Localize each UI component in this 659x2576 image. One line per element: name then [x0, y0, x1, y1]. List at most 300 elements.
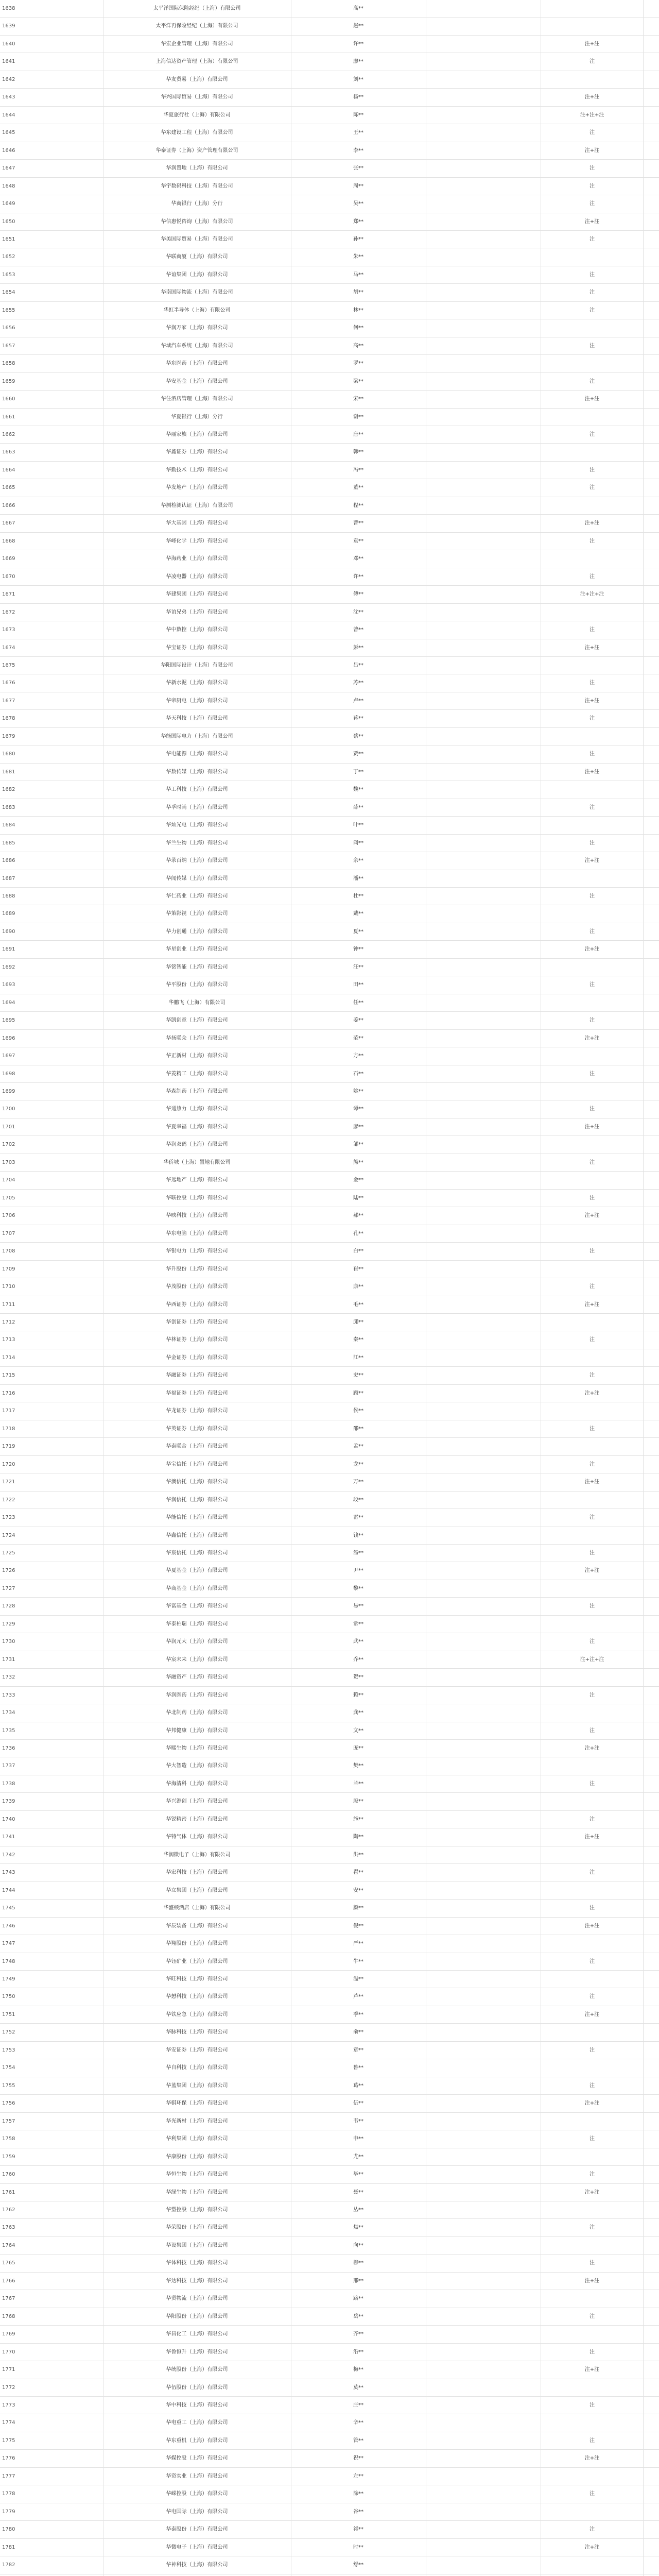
note-cell: 注: [589, 1816, 595, 1822]
table-row: [0, 373, 659, 391]
table-row: [0, 266, 659, 284]
note-cell: 注: [589, 201, 595, 207]
row-id: 1711: [2, 1301, 15, 1308]
table-row: [0, 0, 659, 18]
company-name: [103, 2574, 291, 2576]
contact-person: 曹**: [353, 520, 363, 527]
table-row: [0, 1225, 659, 1243]
company-name: 华泰股份（上海）有限公司: [166, 2527, 228, 2533]
contact-person: 黎**: [353, 1585, 363, 1591]
row-id: 1693: [2, 982, 15, 988]
row-id: 1705: [2, 1195, 15, 1201]
note-cell: 注: [589, 307, 595, 313]
row-id: 1777: [2, 2473, 15, 2479]
note-cell: 注: [589, 1870, 595, 1876]
note-cell: 注: [589, 1905, 595, 1911]
row-id: 1780: [2, 2527, 15, 2533]
row-id: 1696: [2, 1035, 15, 1041]
table-row: [0, 36, 659, 53]
note-cell: [541, 2059, 644, 2077]
note-cell: 注: [589, 1781, 595, 1787]
table-row: [0, 1882, 659, 1900]
row-id: 1722: [2, 1497, 15, 1503]
contact-person: 莫**: [353, 2384, 363, 2391]
row-id: 1639: [2, 23, 15, 29]
row-id: 1659: [2, 378, 15, 384]
table-row: [0, 2574, 659, 2576]
company-name: 华发地产（上海）有限公司: [166, 485, 228, 491]
note-cell: 注+注: [584, 520, 600, 527]
company-name: 华中数控（上海）有限公司: [166, 627, 228, 633]
table-row: [0, 178, 659, 195]
row-id: 1643: [2, 94, 15, 100]
note-cell: 注: [589, 2172, 595, 2178]
table-row: [0, 1385, 659, 1402]
company-name: 华润万家（上海）有限公司: [166, 325, 228, 331]
row-id: 1765: [2, 2260, 15, 2266]
row-id: 1706: [2, 1213, 15, 1219]
contact-person: 涂**: [353, 2491, 363, 2497]
contact-person: 戴**: [353, 911, 363, 917]
company-name: 华侨城（上海）置地有限公司: [163, 1159, 231, 1165]
note-cell: [541, 1492, 644, 1509]
company-name: 华信惠悦咨询（上海）有限公司: [161, 218, 233, 225]
note-cell: [541, 994, 644, 1012]
table-row: [0, 639, 659, 657]
company-name: 华钰矿业（上海）有限公司: [166, 1958, 228, 1964]
table-row: [0, 1598, 659, 1615]
note-cell: 注: [589, 290, 595, 296]
contact-person: 李**: [353, 147, 363, 154]
row-id: 1718: [2, 1426, 15, 1432]
note-cell: 注+注: [584, 1301, 600, 1308]
note-cell: [541, 1669, 644, 1686]
row-id: 1692: [2, 964, 15, 970]
row-id: 1720: [2, 1461, 15, 1467]
company-name: 华龙证券（上海）有限公司: [166, 1408, 228, 1414]
company-name: 华帝厨电（上海）有限公司: [166, 698, 228, 704]
company-name: 华安基金（上海）有限公司: [166, 378, 228, 384]
contact-person: 翟**: [353, 1870, 363, 1876]
contact-person: 吴**: [353, 201, 363, 207]
table-row: [0, 817, 659, 834]
row-id: 1746: [2, 1923, 15, 1929]
company-name: 华媒控股（上海）有限公司: [166, 2455, 228, 2462]
note-cell: [541, 355, 644, 372]
contact-person: 汪**: [353, 964, 363, 970]
note-cell: [541, 1793, 644, 1810]
row-id: 1673: [2, 627, 15, 633]
table-row: [0, 2485, 659, 2503]
row-id: 1767: [2, 2296, 15, 2302]
table-row: [0, 2414, 659, 2432]
contact-person: 董**: [353, 485, 363, 491]
company-name: 华域汽车系统（上海）有限公司: [161, 343, 233, 349]
table-row: [0, 1687, 659, 1704]
note-cell: 注: [589, 1727, 595, 1734]
contact-person: 潘**: [353, 875, 363, 882]
note-cell: [541, 2290, 644, 2308]
table-row: [0, 2219, 659, 2236]
company-name: 华东重机（上海）有限公司: [166, 2437, 228, 2444]
company-name: 华熙生物（上海）有限公司: [166, 1745, 228, 1752]
row-id: 1744: [2, 1887, 15, 1893]
company-name: 华商基金（上海）有限公司: [166, 1585, 228, 1591]
note-cell: [541, 497, 644, 515]
company-name: 华润微电子（上海）有限公司: [163, 1852, 231, 1858]
row-id: 1699: [2, 1089, 15, 1095]
company-name: 华平股份（上海）有限公司: [166, 982, 228, 988]
contact-person: 廖**: [353, 59, 363, 65]
note-cell: [541, 1261, 644, 1278]
company-name: 华金证券（上海）有限公司: [166, 1354, 228, 1361]
note-cell: 注: [589, 2491, 595, 2497]
contact-person: 路**: [353, 2296, 363, 2302]
company-name: 华东电脑（上海）有限公司: [166, 1230, 228, 1236]
table-row: [0, 2308, 659, 2326]
company-name: 华润双鹤（上海）有限公司: [166, 1142, 228, 1148]
company-name: 华宝证券（上海）有限公司: [166, 645, 228, 651]
company-name: 华银电力（上海）有限公司: [166, 1248, 228, 1255]
table-row: [0, 1900, 659, 1917]
contact-person: 侯**: [353, 1408, 363, 1414]
table-row: [0, 1545, 659, 1562]
row-id: 1741: [2, 1834, 15, 1840]
contact-person: 陶**: [353, 1834, 363, 1840]
row-id: 1748: [2, 1958, 15, 1964]
table-row: [0, 1207, 659, 1225]
row-id: 1695: [2, 1018, 15, 1024]
row-id: 1766: [2, 2278, 15, 2284]
row-id: 1690: [2, 928, 15, 935]
note-cell: 注+注: [584, 1568, 600, 1574]
contact-person: 龙**: [353, 1461, 363, 1467]
company-name: 华恒生物（上海）有限公司: [166, 2172, 228, 2178]
contact-person: 史**: [353, 1372, 363, 1379]
row-id: 1653: [2, 272, 15, 278]
contact-person: 程**: [353, 502, 363, 509]
contact-person: 向**: [353, 2242, 363, 2248]
company-name: 华远地产（上海）有限公司: [166, 1177, 228, 1183]
row-id: 1751: [2, 2011, 15, 2018]
contact-person: 安**: [353, 1887, 363, 1893]
table-row: [0, 1988, 659, 2006]
row-id: 1736: [2, 1745, 15, 1752]
row-id: 1749: [2, 1976, 15, 1982]
company-name: 华融证券（上海）有限公司: [166, 1372, 228, 1379]
row-id: 1762: [2, 2207, 15, 2213]
row-id: 1719: [2, 1444, 15, 1450]
table-row: [0, 302, 659, 319]
row-id: 1651: [2, 236, 15, 242]
table-row: [0, 1349, 659, 1367]
row-id: 1644: [2, 112, 15, 118]
contact-person: 梅**: [353, 2367, 363, 2373]
table-row: [0, 2113, 659, 2130]
contact-person: 钱**: [353, 1532, 363, 1538]
contact-person: 时**: [353, 2544, 363, 2550]
contact-person: 辛**: [353, 2420, 363, 2426]
table-row: [0, 2148, 659, 2166]
table-row: [0, 248, 659, 266]
contact-person: 尤**: [353, 2154, 363, 2160]
table-row: [0, 888, 659, 905]
contact-person: 鲁**: [353, 2065, 363, 2071]
table-row: [0, 1154, 659, 1172]
table-row: [0, 2468, 659, 2485]
row-id: 1664: [2, 467, 15, 473]
contact-person: 段**: [353, 1497, 363, 1503]
note-cell: 注: [589, 467, 595, 473]
company-name: 华住酒店管理（上海）有限公司: [161, 396, 233, 402]
table-row: [0, 2255, 659, 2272]
company-name: 华新水泥（上海）有限公司: [166, 680, 228, 686]
contact-person: 朱**: [353, 254, 363, 260]
contact-person: 申**: [353, 2136, 363, 2142]
row-id: 1727: [2, 1585, 15, 1591]
note-cell: 注+注: [584, 41, 600, 47]
row-id: 1682: [2, 787, 15, 793]
contact-person: 韦**: [353, 2118, 363, 2124]
contact-person: 秦**: [353, 1337, 363, 1343]
company-name: 华光新材（上海）有限公司: [166, 2118, 228, 2124]
contact-person: 邵**: [353, 1426, 363, 1432]
table-row: [0, 1811, 659, 1828]
note-cell: 注: [589, 432, 595, 438]
table-row: [0, 1420, 659, 1438]
row-id: 1734: [2, 1710, 15, 1716]
note-cell: 注: [589, 165, 595, 172]
row-id: 1672: [2, 609, 15, 615]
row-id: 1723: [2, 1515, 15, 1521]
note-cell: [541, 409, 644, 426]
row-id: 1667: [2, 520, 15, 527]
contact-person: 牛**: [353, 1958, 363, 1964]
note-cell: [541, 1971, 644, 1988]
table-row: [0, 53, 659, 71]
company-name: 华海清科（上海）有限公司: [166, 1781, 228, 1787]
contact-person: 谢**: [353, 414, 363, 420]
contact-person: 唐**: [353, 432, 363, 438]
table-row: [0, 799, 659, 817]
row-id: 1756: [2, 2100, 15, 2107]
row-id: 1755: [2, 2082, 15, 2089]
company-name: 华邦健康（上海）有限公司: [166, 1727, 228, 1734]
table-row: [0, 1118, 659, 1136]
contact-person: 祁**: [353, 2527, 363, 2533]
contact-person: 姚**: [353, 1089, 363, 1095]
note-cell: 注+注+注: [580, 591, 604, 598]
company-name: 华工科技（上海）有限公司: [166, 787, 228, 793]
row-id: 1769: [2, 2331, 15, 2337]
table-row: [0, 1172, 659, 1189]
note-cell: 注+注: [584, 1745, 600, 1752]
note-cell: 注+注: [584, 1834, 600, 1840]
note-cell: [541, 1438, 644, 1455]
company-name: 华兴源创（上海）有限公司: [166, 1799, 228, 1805]
contact-person: 洪**: [353, 1852, 363, 1858]
contact-person: 沿**: [353, 2349, 363, 2355]
company-name: 华夏基金（上海）有限公司: [166, 1568, 228, 1574]
table-row: [0, 2166, 659, 2183]
company-name: 华宏科技（上海）有限公司: [166, 1870, 228, 1876]
table-row: [0, 1669, 659, 1686]
note-cell: [541, 959, 644, 976]
company-name: 华兴国际贸易（上海）有限公司: [161, 94, 233, 100]
row-id: 1714: [2, 1354, 15, 1361]
contact-person: 伍**: [353, 2100, 363, 2107]
company-name: 华林证券（上海）有限公司: [166, 1337, 228, 1343]
row-id: 1677: [2, 698, 15, 704]
note-cell: 注: [589, 2047, 595, 2053]
row-id: 1731: [2, 1656, 15, 1663]
company-name: 华凌电器（上海）有限公司: [166, 573, 228, 580]
contact-person: 蒋**: [353, 716, 363, 722]
note-cell: [541, 728, 644, 745]
row-id: 1740: [2, 1816, 15, 1822]
row-id: 1730: [2, 1639, 15, 1645]
contact-person: 孙**: [353, 236, 363, 242]
contact-person: 葛**: [353, 2082, 363, 2089]
contact-person: 白**: [353, 1248, 363, 1255]
note-cell: [541, 0, 644, 18]
table-row: [0, 1047, 659, 1065]
contact-person: 康**: [353, 1284, 363, 1290]
row-id: 1688: [2, 893, 15, 899]
contact-person: 阎**: [353, 840, 363, 846]
table-row: [0, 355, 659, 372]
company-name: 华力创通（上海）有限公司: [166, 928, 228, 935]
company-name: 华夏幸福（上海）有限公司: [166, 1124, 228, 1130]
company-name: 华夏旅行社（上海）有限公司: [163, 112, 231, 118]
company-name: 华勤技术（上海）有限公司: [166, 467, 228, 473]
row-id: 1732: [2, 1674, 15, 1681]
company-name: 华立集团（上海）有限公司: [166, 1887, 228, 1893]
note-cell: 注+注: [584, 218, 600, 225]
contact-person: [291, 2574, 426, 2576]
note-cell: 注+注: [584, 2544, 600, 2550]
note-cell: 注: [589, 2349, 595, 2355]
row-id: 1771: [2, 2367, 15, 2373]
company-name: 华兰生物（上海）有限公司: [166, 840, 228, 846]
contact-person: 袁**: [353, 538, 363, 544]
contact-person: 吕**: [353, 663, 363, 668]
company-name: 华星创业（上海）有限公司: [166, 946, 228, 953]
table-row: [0, 391, 659, 408]
contact-person: 何**: [353, 325, 363, 331]
note-cell: [541, 18, 644, 35]
contact-person: 薛**: [353, 804, 363, 810]
company-name: 华特气体（上海）有限公司: [166, 1834, 228, 1840]
company-name: 华铁应急（上海）有限公司: [166, 2011, 228, 2018]
note-cell: 注: [589, 1372, 595, 1379]
contact-person: 颜**: [353, 1905, 363, 1911]
contact-person: 姜**: [353, 1018, 363, 1024]
row-id: 1689: [2, 911, 15, 917]
row-id: 1678: [2, 716, 15, 722]
row-id: 1721: [2, 1479, 15, 1485]
company-name: 华阳国际设计（上海）有限公司: [161, 663, 233, 668]
note-cell: 注: [589, 1195, 595, 1201]
note-cell: 注+注: [584, 2011, 600, 2018]
note-cell: 注: [589, 1639, 595, 1645]
company-name: 华荣股份（上海）有限公司: [166, 2225, 228, 2231]
note-cell: [541, 1047, 644, 1065]
contact-person: 冯**: [353, 467, 363, 473]
company-name: 华富基金（上海）有限公司: [166, 1603, 228, 1609]
contact-person: 温**: [353, 1976, 363, 1982]
company-name: 华宏企业管理（上海）有限公司: [161, 41, 233, 47]
company-name: 华润信托（上海）有限公司: [166, 1497, 228, 1503]
company-name: 华正新材（上海）有限公司: [166, 1053, 228, 1059]
contact-person: 齐**: [353, 2331, 363, 2337]
row-id: 1725: [2, 1550, 15, 1556]
company-name: 华大基因（上海）有限公司: [166, 520, 228, 527]
table-row: [0, 1083, 659, 1100]
row-id: 1774: [2, 2420, 15, 2426]
note-cell: [541, 2113, 644, 2130]
row-id: 1754: [2, 2065, 15, 2071]
row-id: 1709: [2, 1266, 15, 1272]
note-cell: [541, 870, 644, 888]
note-cell: 注: [589, 1106, 595, 1112]
contact-person: 夏**: [353, 928, 363, 935]
table-row: [0, 1651, 659, 1669]
contact-person: 焦**: [353, 2225, 363, 2231]
company-name: 华天科技（上海）有限公司: [166, 716, 228, 722]
contact-person: 周**: [353, 183, 363, 189]
contact-person: 方**: [353, 1053, 363, 1059]
table-row: [0, 1331, 659, 1349]
row-id: 1768: [2, 2313, 15, 2319]
company-name: 华电重工（上海）有限公司: [166, 2420, 228, 2426]
row-id: 1691: [2, 946, 15, 953]
row-id: 1779: [2, 2509, 15, 2515]
table-row: [0, 674, 659, 692]
row-id: 1717: [2, 1408, 15, 1414]
note-cell: [541, 2574, 644, 2576]
table-row: [0, 1740, 659, 1757]
company-name: 华创证券（上海）有限公司: [166, 1319, 228, 1325]
company-name: 华建集团（上海）有限公司: [166, 591, 228, 598]
table-row: [0, 728, 659, 745]
company-name: 华嵘控股（上海）有限公司: [166, 2491, 228, 2497]
company-name: 华宝信托（上海）有限公司: [166, 1461, 228, 1467]
table-row: [0, 2521, 659, 2538]
note-cell: [541, 2024, 644, 2041]
company-name: 华宇数码科技（上海）有限公司: [161, 183, 233, 189]
note-cell: 注: [589, 378, 595, 384]
table-row: [0, 497, 659, 515]
row-id: 1712: [2, 1319, 15, 1325]
note-cell: 注: [589, 1994, 595, 2000]
contact-person: 崔**: [353, 1266, 363, 1272]
contact-person: 毛**: [353, 1301, 363, 1308]
contact-person: 贺**: [353, 1674, 363, 1681]
row-id: 1666: [2, 502, 15, 509]
row-id: 1652: [2, 254, 15, 260]
row-id: 1764: [2, 2242, 15, 2248]
table-row: [0, 870, 659, 888]
company-name: 华数传媒（上海）有限公司: [166, 769, 228, 775]
row-id: 1745: [2, 1905, 15, 1911]
row-id: 1654: [2, 290, 15, 296]
note-cell: [541, 1935, 644, 1953]
row-id: 1669: [2, 556, 15, 562]
table-row: [0, 1527, 659, 1545]
company-name: 华能信托（上海）有限公司: [166, 1515, 228, 1521]
note-cell: 注: [589, 1550, 595, 1556]
